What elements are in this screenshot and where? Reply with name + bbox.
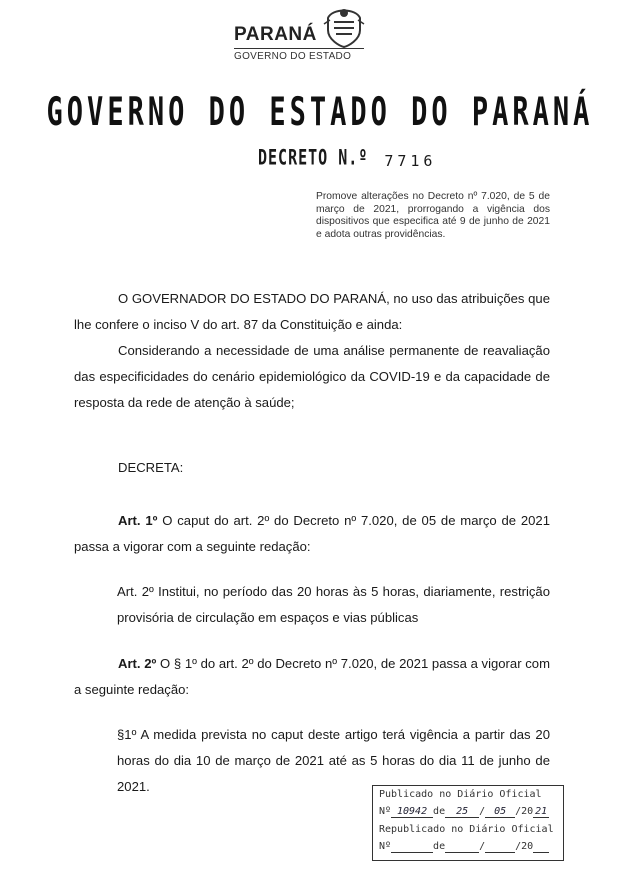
stamp-republication-details: Nº de / /20 xyxy=(379,841,549,853)
logo-brand-text: PARANÁ xyxy=(234,24,317,45)
article-1 xyxy=(74,508,550,560)
logo-divider xyxy=(234,48,364,49)
article-1-quoted-text: Art. 2º Institui, no período das 20 horas às 5 horas, diariamente, restrição provisória de circulação em espaços e vias públicas xyxy=(117,584,550,625)
article-2-quoted-text: §1º A medida prevista no caput deste artigo terá vigência a partir das 20 horas do dia 10 de março de 2021 até as 5 horas do dia 11 de junho de 2021. xyxy=(117,727,550,794)
stamp-year: 21 xyxy=(535,806,548,817)
article-2-label: Art. 2º xyxy=(118,656,157,671)
article-1-label: Art. 1º xyxy=(118,513,158,528)
state-coat-of-arms-icon xyxy=(322,4,366,48)
decree-number-line xyxy=(258,144,437,171)
logo-subtitle: GOVERNO DO ESTADO xyxy=(234,51,352,62)
stamp-publication-details: Nº 10942 de 25 / 05 /20 21 xyxy=(379,806,548,817)
stamp-republished-line: Republicado no Diário Oficial xyxy=(379,824,554,835)
article-1-text: O caput do art. 2º do Decreto nº 7.020, de 05 de março de 2021 passa a vigorar com a seguinte redação: xyxy=(74,513,550,554)
decreta-heading: DECRETA: xyxy=(118,460,184,475)
state-logo xyxy=(232,4,372,64)
stamp-month: 05 xyxy=(485,806,515,818)
publication-stamp xyxy=(372,785,564,861)
article-2-text: O § 1º do art. 2º do Decreto nº 7.020, de 2021 passa a vigorar com a seguinte redação: xyxy=(74,656,550,697)
stamp-day: 25 xyxy=(445,806,479,818)
document-header-title: GOVERNO DO ESTADO DO PARANÁ xyxy=(46,90,594,135)
stamp-edition-number: 10942 xyxy=(391,806,433,818)
stamp-published-line: Publicado no Diário Oficial xyxy=(379,789,542,800)
article-2 xyxy=(74,651,550,703)
decree-label: DECRETO N.º xyxy=(258,144,369,170)
preamble-paragraph: O GOVERNADOR DO ESTADO DO PARANÁ, no uso das atribuições que lhe confere o inciso V do art. 87 da Constituição e ainda: xyxy=(74,291,550,332)
decree-summary: Promove alterações no Decreto nº 7.020, de 5 de março de 2021, prorrogando a vigência dos dispositivos que especifica até 9 de junho de 2021 e adota outras providências. xyxy=(316,191,550,240)
considerando-paragraph: Considerando a necessidade de uma análise permanente de reavaliação das especificidades do cenário epidemiológico da COVID-19 e da capacidade de resposta da rede de atenção à saúde; xyxy=(74,343,550,410)
decree-number: 7716 xyxy=(384,152,437,170)
